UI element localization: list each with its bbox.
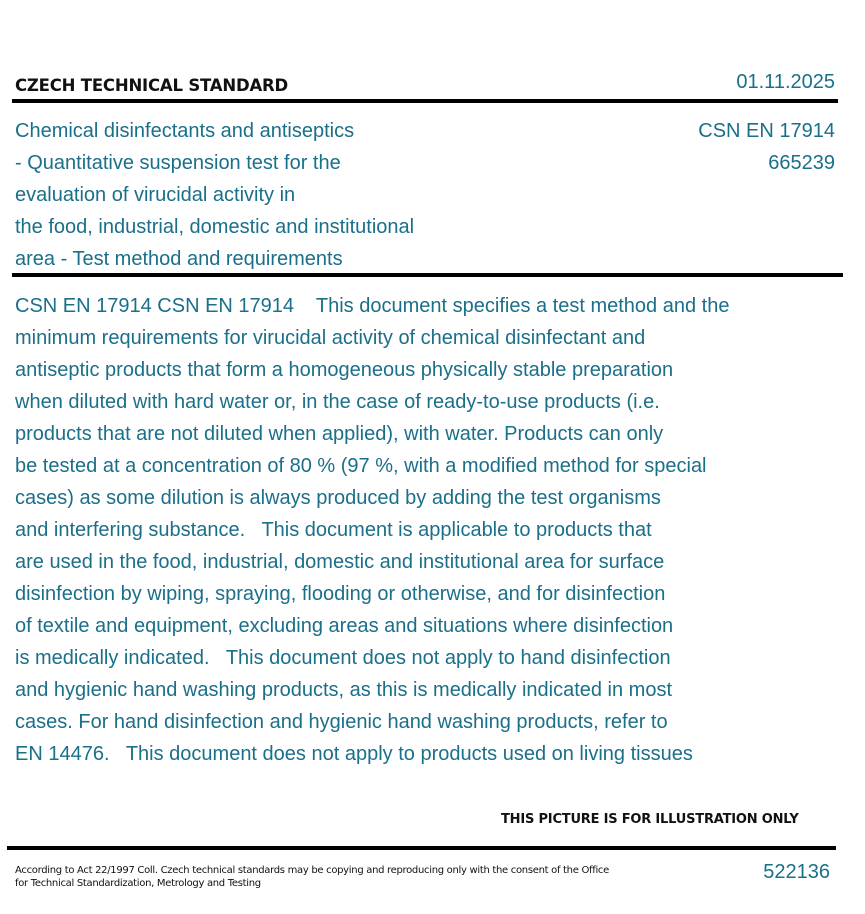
abstract-line: minimum requirements for virucidal activity of chemical disinfectant and — [15, 327, 646, 349]
abstract-line: EN 14476. This document does not apply to products used on living tissues — [15, 743, 693, 765]
abstract-line: antiseptic products that form a homogeneous physically stable preparation — [15, 359, 674, 381]
standard-title-line: the food, industrial, domestic and institutional — [15, 216, 415, 238]
abstract-line: cases) as some dilution is always produced by adding the test organisms — [15, 487, 661, 509]
abstract-line: products that are not diluted when applied), with water. Products can only — [15, 423, 664, 445]
legal-notice — [15, 864, 635, 890]
abstract-line: and hygienic hand washing products, as this is medically indicated in most — [15, 679, 673, 701]
abstract-line: cases. For hand disinfection and hygienic hand washing products, refer to — [15, 711, 668, 733]
illustration-note: THIS PICTURE IS FOR ILLUSTRATION ONLY — [501, 812, 799, 827]
abstract-line: disinfection by wiping, spraying, flooding or otherwise, and for disinfection — [15, 583, 666, 605]
abstract-line: are used in the food, industrial, domestic and institutional area for surface — [15, 551, 665, 573]
title-divider — [12, 273, 843, 277]
abstract-line: when diluted with hard water or, in the case of ready-to-use products (i.e. — [15, 391, 660, 413]
abstract-line: CSN EN 17914 CSN EN 17914 This document specifies a test method and the — [15, 295, 730, 317]
standard-code: CSN EN 17914 — [698, 120, 835, 142]
abstract-line: of textile and equipment, excluding areas and situations where disinfection — [15, 615, 674, 637]
document-type-heading: CZECH TECHNICAL STANDARD — [15, 76, 289, 95]
legal-notice-line: According to Act 22/1997 Coll. Czech technical standards may be copying and reproducing only with the consent of the Office — [15, 865, 609, 876]
standard-title-line: - Quantitative suspension test for the — [15, 152, 341, 174]
standard-identifiers — [698, 115, 835, 179]
standard-title-line: Chemical disinfectants and antiseptics — [15, 120, 355, 142]
abstract-text — [15, 290, 845, 770]
abstract-line: is medically indicated. This document does not apply to hand disinfection — [15, 647, 671, 669]
abstract-line: and interfering substance. This document is applicable to products that — [15, 519, 652, 541]
standard-title-line: area - Test method and requirements — [15, 248, 343, 270]
header-divider — [12, 99, 838, 103]
footer-divider — [7, 846, 836, 850]
standard-title — [15, 115, 485, 275]
footer-document-number: 522136 — [763, 861, 830, 883]
standard-number: 665239 — [768, 152, 835, 174]
legal-notice-line: for Technical Standardization, Metrology and Testing — [15, 878, 261, 889]
abstract-line: be tested at a concentration of 80 % (97 %, with a modified method for special — [15, 455, 707, 477]
standard-title-line: evaluation of virucidal activity in — [15, 184, 296, 206]
publication-date: 01.11.2025 — [736, 71, 835, 93]
